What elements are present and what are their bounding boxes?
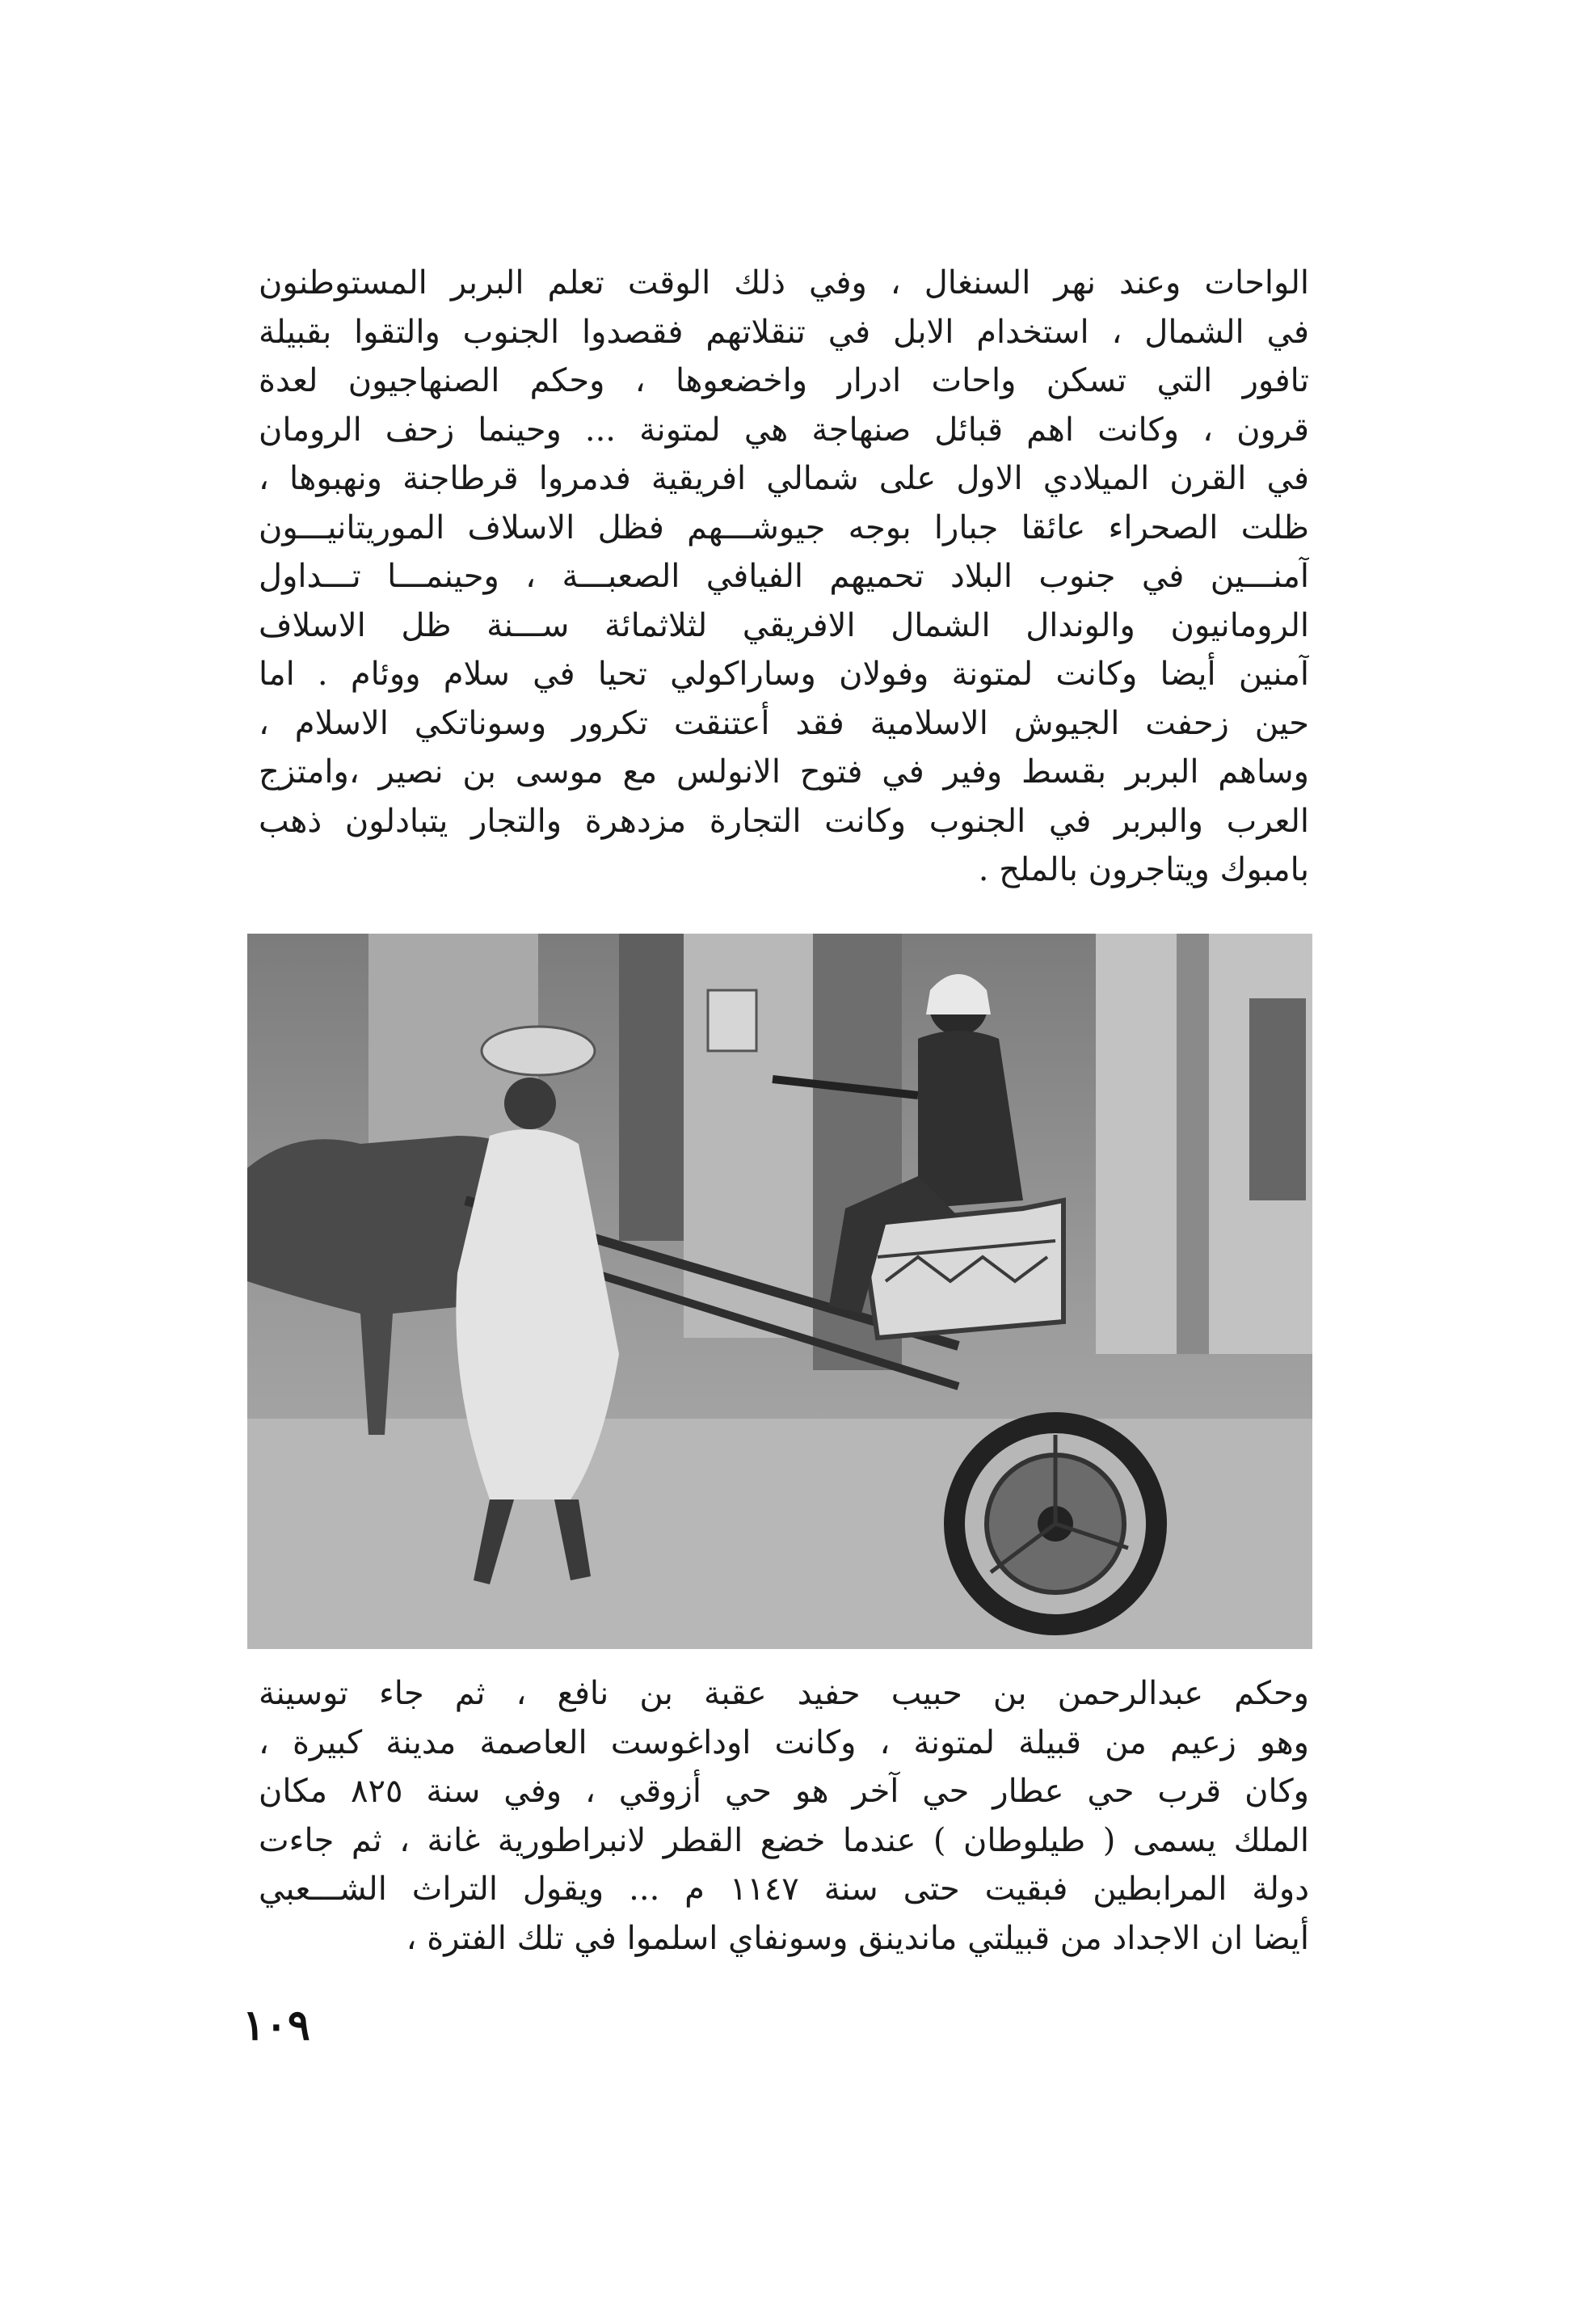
text-line: وكان قرب حي عطار حي آخر هو حي أزوقي ، وفي سنة ٨٢٥ مكان [259,1773,1309,1810]
text-line: في الشمال ، استخدام الابل في تنقلاتهم فقصدوا الجنوب والتقوا بقبيلة [259,313,1309,351]
photo-illustration [247,934,1312,1649]
text-line: وهو زعيم من قبيلة لمتونة ، وكانت اوداغوست العاصمة مدينة كبيرة ، [259,1723,1309,1761]
body-text-upper [259,259,1309,895]
page-number: ١٠٩ [242,2001,310,2050]
photograph-donkey-cart [247,934,1312,1649]
text-line: العرب والبربر في الجنوب وكانت التجارة مزدهرة والتجار يتبادلون ذهب [259,802,1309,840]
text-line: تافور التي تسكن واحات ادرار واخضعوها ، وحكم الصنهاجيون لعدة [259,362,1309,399]
text-line: ظلت الصحراء عائقا جبارا بوجه جيوشـــهم فظل الاسلاف الموريتانيـــون [259,508,1309,546]
text-line: أيضا ان الاجداد من قبيلتي ماندينق وسونفاي اسلموا في تلك الفترة ، [406,1919,1309,1957]
text-line: الملك يسمى ( طيلوطان ) عندما خضع القطر لانبراطورية غانة ، ثم جاءت [259,1821,1309,1859]
body-text-lower [259,1669,1309,1963]
text-line: آمنين أيضا وكانت لمتونة وفولان وساراكولي تحيا في سلام ووئام . اما [259,656,1309,693]
text-line: دولة المرابطين فبقيت حتى سنة ١١٤٧ م ... ويقول التراث الشـــعبي [259,1871,1309,1908]
text-line: في القرن الميلادي الاول على شمالي افريقية فدمروا قرطاجنة ونهبوها ، [259,460,1309,497]
text-line: وساهم البربر بقسط وفير في فتوح الانولس مع موسى بن نصير ،وامتزج [259,753,1309,791]
text-line: حين زحفت الجيوش الاسلامية فقد أعتنقت تكرور وسوناتكي الاسلام ، [259,704,1309,742]
text-line: الواحات وعند نهر السنغال ، وفي ذلك الوقت تعلم البربر المستوطنون [259,264,1309,302]
text-line: قرون ، وكانت اهم قبائل صنهاجة هي لمتونة ... وحينما زحف الرومان [259,411,1309,449]
text-line: الرومانيون والوندال الشمال الافريقي لثلاثمائة ســـنة ظل الاسلاف [259,606,1309,644]
text-line: آمنـــين في جنوب البلاد تحميهم الفيافي الصعبـــة ، وحينمـــا تـــداول [259,558,1309,595]
text-line: بامبوك ويتاجرون بالملح . [978,851,1309,888]
text-line: وحكم عبدالرحمن بن حبيب حفيد عقبة بن نافع ، ثم جاء توسينة [259,1675,1309,1712]
